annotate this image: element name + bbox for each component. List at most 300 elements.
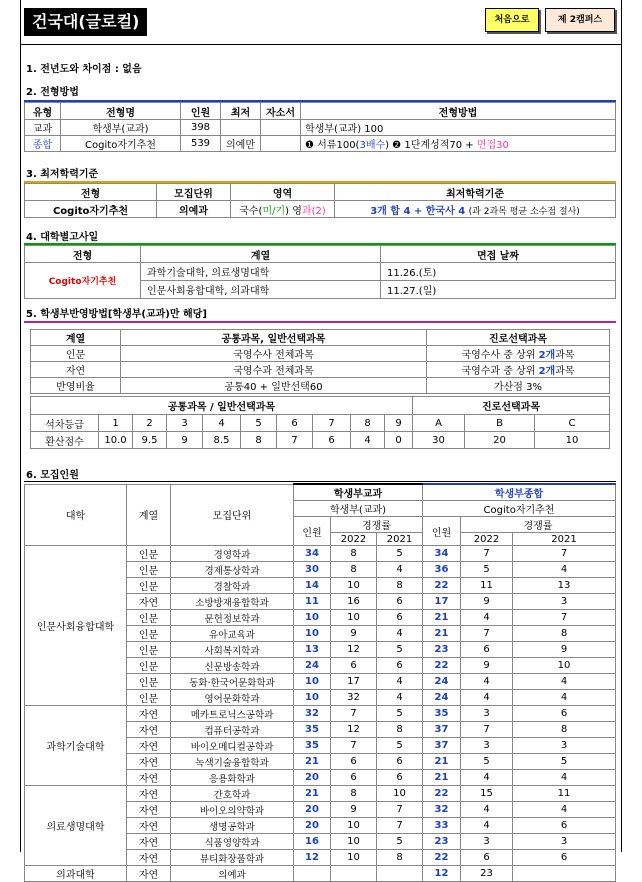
career-cell xyxy=(427,346,610,362)
row-type: 교과 xyxy=(25,120,61,136)
gyogwa-count xyxy=(294,866,331,882)
exam-date-table xyxy=(24,245,616,299)
score-cell: 8 xyxy=(241,432,277,449)
gyogwa-2021: 5 xyxy=(377,834,423,850)
recruitment-table xyxy=(24,483,616,882)
grade-cell: 9 xyxy=(385,415,413,432)
grade-cell: 2 xyxy=(133,415,167,432)
gyogwa-2021: 5 xyxy=(377,706,423,722)
gyogwa-2022 xyxy=(331,866,377,882)
jonghap-2022: 3 xyxy=(461,738,513,754)
gyogwa-2022: 6 xyxy=(331,754,377,770)
gyogwa-2021: 6 xyxy=(377,770,423,786)
unit-cell: 뷰티화장품학과 xyxy=(171,850,294,866)
gyogwa-2022: 12 xyxy=(331,722,377,738)
gyogwa-2022: 10 xyxy=(331,818,377,834)
section-3-title: 3. 최저학력기준 xyxy=(26,169,99,180)
method-part: ❶ 서류100( xyxy=(305,140,360,151)
grade-cell: 6 xyxy=(277,415,313,432)
area-part: 미/기 xyxy=(262,205,286,217)
header-group-gyogwa: 학생부교과 xyxy=(294,484,423,501)
gyogwa-2021: 4 xyxy=(377,674,423,690)
jonghap-count: 37 xyxy=(423,738,461,754)
jonghap-count: 22 xyxy=(423,578,461,594)
field-cell: 자연 xyxy=(127,754,171,770)
gyogwa-2022: 7 xyxy=(331,706,377,722)
header-count: 인원 xyxy=(294,517,331,546)
jonghap-2021: 3 xyxy=(513,834,616,850)
header-count: 인원 xyxy=(181,103,221,120)
gyogwa-2021: 7 xyxy=(377,802,423,818)
gyogwa-count: 21 xyxy=(294,786,331,802)
grade-cell: 3 xyxy=(167,415,203,432)
jonghap-2021: 4 xyxy=(513,770,616,786)
area-part: 국수( xyxy=(239,205,263,217)
jonghap-2021: 13 xyxy=(513,578,616,594)
header-unit: 모집단위 xyxy=(157,184,231,201)
univ-cell: 인문사회융합대학 xyxy=(25,546,127,706)
area-part: ) 영 xyxy=(285,205,302,217)
score-cell: 8.5 xyxy=(203,432,241,449)
gyogwa-2021: 6 xyxy=(377,610,423,626)
unit-cell: 경제통상학과 xyxy=(171,562,294,578)
unit-cell: 문헌정보학과 xyxy=(171,610,294,626)
table-row xyxy=(25,866,616,882)
gyogwa-count: 30 xyxy=(294,562,331,578)
unit-cell: 바이오메디컬공학과 xyxy=(171,738,294,754)
field-cell: 자연 xyxy=(127,722,171,738)
jonghap-2022: 11 xyxy=(461,578,513,594)
header-year: 2021 xyxy=(513,533,616,546)
header-year: 2021 xyxy=(377,533,423,546)
unit-cell: 메카트로닉스공학과 xyxy=(171,706,294,722)
jonghap-2021 xyxy=(513,866,616,882)
header-divider xyxy=(20,44,622,45)
unit-cell: 동화·한국어문화학과 xyxy=(171,674,294,690)
jonghap-2022: 9 xyxy=(461,594,513,610)
gyogwa-2021: 5 xyxy=(377,642,423,658)
date-cell: 11.27.(일) xyxy=(381,281,616,299)
gyogwa-count: 20 xyxy=(294,818,331,834)
unit-cell: 간호학과 xyxy=(171,786,294,802)
header-career: 진로선택과목 xyxy=(427,330,610,346)
row-count: 539 xyxy=(181,136,221,152)
jonghap-2022: 7 xyxy=(461,626,513,642)
score-cell: 10.0 xyxy=(99,432,133,449)
gyogwa-count: 10 xyxy=(294,674,331,690)
gyogwa-2022: 10 xyxy=(331,610,377,626)
jonghap-2021: 4 xyxy=(513,674,616,690)
score-label: 환산점수 xyxy=(31,432,99,449)
jonghap-count: 22 xyxy=(423,786,461,802)
jonghap-2021: 7 xyxy=(513,546,616,562)
header-sub-jonghap: Cogito자기추천 xyxy=(423,501,616,517)
score-cell: 9.5 xyxy=(133,432,167,449)
jonghap-count: 21 xyxy=(423,626,461,642)
field-cell: 자연 xyxy=(127,786,171,802)
header-name: 전형명 xyxy=(61,103,181,120)
row-min xyxy=(221,120,261,136)
jonghap-2022: 5 xyxy=(461,754,513,770)
jonghap-count: 37 xyxy=(423,722,461,738)
unit-cell: 응용화학과 xyxy=(171,770,294,786)
jonghap-2021: 8 xyxy=(513,722,616,738)
gyogwa-2021: 10 xyxy=(377,786,423,802)
record-reflection-table xyxy=(30,329,610,394)
jonghap-2021: 3 xyxy=(513,738,616,754)
jonghap-count: 35 xyxy=(423,706,461,722)
type-cell: Cogito자기추천 xyxy=(25,201,157,218)
field-cell: 자연 xyxy=(127,738,171,754)
score-cell: 6 xyxy=(313,432,351,449)
header-year: 2022 xyxy=(461,533,513,546)
jonghap-count: 24 xyxy=(423,674,461,690)
header-year: 2022 xyxy=(331,533,377,546)
jonghap-2021: 5 xyxy=(513,754,616,770)
career-part: 과목 xyxy=(555,366,575,377)
jonghap-2021: 9 xyxy=(513,642,616,658)
header-group-jonghap: 학생부종합 xyxy=(423,484,616,501)
jonghap-2022: 6 xyxy=(461,642,513,658)
grade-row xyxy=(31,415,610,432)
jonghap-count: 24 xyxy=(423,690,461,706)
field-cell: 자연 xyxy=(127,834,171,850)
row-name: 학생부(교과) xyxy=(61,120,181,136)
jonghap-2022: 4 xyxy=(461,690,513,706)
jonghap-2021: 10 xyxy=(513,658,616,674)
gyogwa-count: 35 xyxy=(294,722,331,738)
table-row xyxy=(25,706,616,722)
gyogwa-2022: 10 xyxy=(331,834,377,850)
score-row xyxy=(31,432,610,449)
criteria-note: (과 2과목 평균 소수점 절사) xyxy=(468,206,580,217)
gyogwa-2021: 5 xyxy=(377,546,423,562)
header-comp: 경쟁률 xyxy=(461,517,616,533)
grade-cell: 7 xyxy=(313,415,351,432)
header-date: 면접 날짜 xyxy=(381,246,616,263)
jonghap-2022: 4 xyxy=(461,610,513,626)
header-count: 인원 xyxy=(423,517,461,546)
header-field: 계열 xyxy=(31,330,121,346)
header-type: 전형 xyxy=(25,184,157,201)
gyogwa-2022: 6 xyxy=(331,658,377,674)
method-part: 면접30 xyxy=(476,140,509,151)
row-method: 학생부(교과) 100 xyxy=(301,120,616,136)
criteria-main: 3개 합 4 + 한국사 4 xyxy=(370,205,469,217)
jonghap-2022: 15 xyxy=(461,786,513,802)
row-essay xyxy=(261,136,301,152)
gyogwa-count: 35 xyxy=(294,738,331,754)
jonghap-count: 22 xyxy=(423,850,461,866)
gyogwa-2021: 8 xyxy=(377,722,423,738)
field-cell: 반영비율 xyxy=(31,378,121,394)
field-cell: 인문 xyxy=(127,546,171,562)
jonghap-count: 23 xyxy=(423,834,461,850)
grade-cell: B xyxy=(465,415,535,432)
header-method: 전형방법 xyxy=(301,103,616,120)
jonghap-2021: 8 xyxy=(513,626,616,642)
gyogwa-count: 20 xyxy=(294,770,331,786)
jonghap-count: 21 xyxy=(423,754,461,770)
gyogwa-count: 32 xyxy=(294,706,331,722)
unit-cell: 바이오의약학과 xyxy=(171,802,294,818)
univ-cell: 의과대학 xyxy=(25,866,127,882)
jonghap-2022: 9 xyxy=(461,658,513,674)
first-page-button[interactable]: 처음으로 xyxy=(485,8,539,32)
header-area: 영역 xyxy=(231,184,335,201)
unit-cell: 생명공학과 xyxy=(171,818,294,834)
unit-cell: 소방방재융합학과 xyxy=(171,594,294,610)
unit-cell: 신문방송학과 xyxy=(171,658,294,674)
jonghap-2021: 11 xyxy=(513,786,616,802)
unit-cell: 컴퓨터공학과 xyxy=(171,722,294,738)
gyogwa-2022: 16 xyxy=(331,594,377,610)
common-cell: 국영수사 전체과목 xyxy=(121,346,427,362)
gyogwa-2021: 8 xyxy=(377,578,423,594)
jonghap-2022: 4 xyxy=(461,818,513,834)
section-6-rule xyxy=(24,481,616,482)
career-cell xyxy=(427,362,610,378)
jonghap-2021: 6 xyxy=(513,706,616,722)
gyogwa-2022: 32 xyxy=(331,690,377,706)
header-unit: 모집단위 xyxy=(171,484,294,546)
gyogwa-count: 10 xyxy=(294,610,331,626)
common-cell: 공통40 + 일반선택60 xyxy=(121,378,427,394)
jonghap-count: 33 xyxy=(423,818,461,834)
minimum-standard-table xyxy=(24,183,616,218)
header-field: 계열 xyxy=(127,484,171,546)
row-essay xyxy=(261,120,301,136)
gyogwa-2022: 9 xyxy=(331,626,377,642)
jonghap-2021: 7 xyxy=(513,610,616,626)
field-cell: 과학기술대학, 의료생명대학 xyxy=(141,263,381,281)
jonghap-2022: 23 xyxy=(461,866,513,882)
gyogwa-2021: 7 xyxy=(377,818,423,834)
unit-cell: 녹색기술융합학과 xyxy=(171,754,294,770)
section-5-rule xyxy=(24,321,616,323)
jonghap-2022: 3 xyxy=(461,834,513,850)
career-part: 2개 xyxy=(538,366,556,377)
header-field: 계열 xyxy=(141,246,381,263)
criteria-cell xyxy=(335,201,616,218)
gyogwa-count: 12 xyxy=(294,850,331,866)
gyogwa-count: 13 xyxy=(294,642,331,658)
score-cell: 9 xyxy=(167,432,203,449)
gyogwa-count: 10 xyxy=(294,626,331,642)
section-1-title: 1. 전년도와 차이점 : 없음 xyxy=(26,64,142,75)
grade-cell: 4 xyxy=(203,415,241,432)
header-min: 최저 xyxy=(221,103,261,120)
unit-cell: 의예과 xyxy=(157,201,231,218)
jonghap-2022: 4 xyxy=(461,802,513,818)
field-cell: 인문사회융합대학, 의과대학 xyxy=(141,281,381,299)
header-comp: 경쟁률 xyxy=(331,517,423,533)
header-common: 공통과목, 일반선택과목 xyxy=(121,330,427,346)
jonghap-2022: 7 xyxy=(461,546,513,562)
jonghap-2022: 6 xyxy=(461,850,513,866)
row-name: Cogito자기추천 xyxy=(61,136,181,152)
gyogwa-2022: 10 xyxy=(331,578,377,594)
second-campus-button[interactable]: 제 2캠퍼스 xyxy=(545,8,615,32)
career-part: 2개 xyxy=(538,350,556,361)
jonghap-count: 34 xyxy=(423,546,461,562)
jonghap-2021: 6 xyxy=(513,850,616,866)
grade-cell: 8 xyxy=(351,415,385,432)
gyogwa-count: 10 xyxy=(294,690,331,706)
section-4-title: 4. 대학별고사일 xyxy=(26,232,99,243)
header-type: 전형 xyxy=(25,246,141,263)
grade-label: 석차등급 xyxy=(31,415,99,432)
field-cell: 인문 xyxy=(31,346,121,362)
gyogwa-2022: 10 xyxy=(331,850,377,866)
method-part: ) ❷ 1단계성적70 + xyxy=(385,140,477,151)
header-criteria: 최저학력기준 xyxy=(335,184,616,201)
unit-cell: 경찰학과 xyxy=(171,578,294,594)
jonghap-2022: 4 xyxy=(461,770,513,786)
row-method xyxy=(301,136,616,152)
gyogwa-count: 21 xyxy=(294,754,331,770)
gyogwa-count: 20 xyxy=(294,802,331,818)
field-cell: 인문 xyxy=(127,578,171,594)
career-subject-header: 진로선택과목 xyxy=(413,397,610,415)
unit-cell: 사회복지학과 xyxy=(171,642,294,658)
grade-cell: 5 xyxy=(241,415,277,432)
page-title: 건국대(글로컬) xyxy=(24,8,147,36)
jonghap-count: 21 xyxy=(423,610,461,626)
univ-cell: 의료생명대학 xyxy=(25,786,127,866)
score-cell: 7 xyxy=(277,432,313,449)
field-cell: 자연 xyxy=(127,706,171,722)
header-univ: 대학 xyxy=(25,484,127,546)
jonghap-count: 32 xyxy=(423,802,461,818)
section-5-title: 5. 학생부반영방법[학생부(교과)만 해당] xyxy=(26,309,207,320)
method-part: 3배수 xyxy=(359,140,386,151)
common-cell: 국영수과 전체과목 xyxy=(121,362,427,378)
field-cell: 인문 xyxy=(127,674,171,690)
gyogwa-2021: 4 xyxy=(377,626,423,642)
gyogwa-2022: 8 xyxy=(331,786,377,802)
field-cell: 자연 xyxy=(127,802,171,818)
jonghap-2021: 4 xyxy=(513,562,616,578)
table-row xyxy=(25,546,616,562)
jonghap-count: 17 xyxy=(423,594,461,610)
field-cell: 인문 xyxy=(127,610,171,626)
gyogwa-count: 34 xyxy=(294,546,331,562)
date-cell: 11.26.(토) xyxy=(381,263,616,281)
jonghap-2021: 4 xyxy=(513,802,616,818)
field-cell: 자연 xyxy=(127,866,171,882)
gyogwa-2022: 12 xyxy=(331,642,377,658)
row-count: 398 xyxy=(181,120,221,136)
jonghap-2022: 3 xyxy=(461,706,513,722)
header-type: 유형 xyxy=(25,103,61,120)
grade-cell: 1 xyxy=(99,415,133,432)
field-cell: 자연 xyxy=(127,818,171,834)
row-min: 의예만 xyxy=(221,136,261,152)
gyogwa-2021 xyxy=(377,866,423,882)
gyogwa-2021: 4 xyxy=(377,562,423,578)
field-cell: 인문 xyxy=(127,642,171,658)
score-cell: 4 xyxy=(351,432,385,449)
gyogwa-2021: 4 xyxy=(377,690,423,706)
field-cell: 인문 xyxy=(127,690,171,706)
jonghap-count: 22 xyxy=(423,658,461,674)
section-2-title: 2. 전형방법 xyxy=(26,87,79,98)
career-part: 국영수사 중 상위 xyxy=(461,350,539,361)
area-cell xyxy=(231,201,335,218)
jonghap-2021: 6 xyxy=(513,818,616,834)
jonghap-count: 36 xyxy=(423,562,461,578)
career-part: 과목 xyxy=(555,350,575,361)
row-type: 종합 xyxy=(25,136,61,152)
unit-cell: 식품영양학과 xyxy=(171,834,294,850)
gyogwa-2022: 9 xyxy=(331,802,377,818)
header-sub-gyogwa: 학생부(교과) xyxy=(294,501,423,517)
unit-cell: 유아교육과 xyxy=(171,626,294,642)
unit-cell: 경영학과 xyxy=(171,546,294,562)
score-cell: 10 xyxy=(535,432,610,449)
table-row xyxy=(25,786,616,802)
gyogwa-count: 16 xyxy=(294,834,331,850)
jonghap-count: 23 xyxy=(423,642,461,658)
score-cell: 0 xyxy=(385,432,413,449)
jonghap-2022: 5 xyxy=(461,562,513,578)
gyogwa-2021: 6 xyxy=(377,754,423,770)
gyogwa-2021: 8 xyxy=(377,850,423,866)
career-part: 국영수과 중 상위 xyxy=(461,366,539,377)
univ-cell: 과학기술대학 xyxy=(25,706,127,786)
field-cell: 인문 xyxy=(127,626,171,642)
jonghap-count: 12 xyxy=(423,866,461,882)
grade-conversion-table xyxy=(30,396,610,449)
gyogwa-2021: 6 xyxy=(377,594,423,610)
gyogwa-count: 11 xyxy=(294,594,331,610)
gyogwa-count: 14 xyxy=(294,578,331,594)
area-part: 과(2) xyxy=(301,205,326,217)
gyogwa-2021: 6 xyxy=(377,658,423,674)
gyogwa-2022: 17 xyxy=(331,674,377,690)
grade-cell: A xyxy=(413,415,465,432)
gyogwa-count: 24 xyxy=(294,658,331,674)
gyogwa-2021: 5 xyxy=(377,738,423,754)
career-cell: 가산점 3% xyxy=(427,378,610,394)
gyogwa-2022: 8 xyxy=(331,562,377,578)
field-cell: 자연 xyxy=(127,594,171,610)
score-cell: 30 xyxy=(413,432,465,449)
field-cell: 자연 xyxy=(31,362,121,378)
unit-cell: 영어문화학과 xyxy=(171,690,294,706)
field-cell: 인문 xyxy=(127,562,171,578)
unit-cell: 의예과 xyxy=(171,866,294,882)
jonghap-2022: 7 xyxy=(461,722,513,738)
field-cell: 자연 xyxy=(127,770,171,786)
field-cell: 자연 xyxy=(127,850,171,866)
gyogwa-2022: 7 xyxy=(331,738,377,754)
score-cell: 20 xyxy=(465,432,535,449)
common-subject-header: 공통과목 / 일반선택과목 xyxy=(31,397,413,415)
jonghap-2021: 4 xyxy=(513,690,616,706)
type-cell: Cogito자기추천 xyxy=(25,263,141,299)
jonghap-2021: 3 xyxy=(513,594,616,610)
jonghap-count: 21 xyxy=(423,770,461,786)
gyogwa-2022: 6 xyxy=(331,770,377,786)
section-6-title: 6. 모집인원 xyxy=(26,470,79,481)
field-cell: 인문 xyxy=(127,658,171,674)
selection-method-table xyxy=(24,102,616,152)
header-essay: 자소서 xyxy=(261,103,301,120)
jonghap-2022: 4 xyxy=(461,674,513,690)
gyogwa-2022: 8 xyxy=(331,546,377,562)
